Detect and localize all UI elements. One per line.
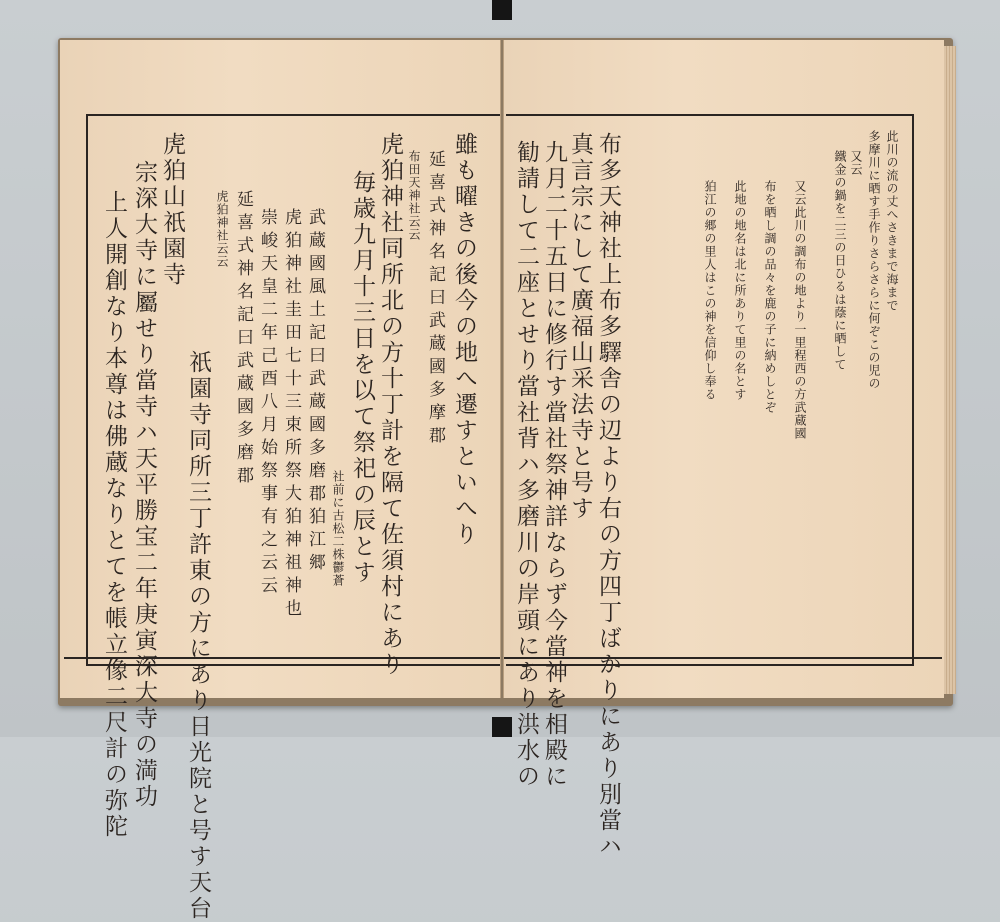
left-bottom-rule [64, 657, 500, 659]
page-edge [944, 46, 956, 694]
text-column: 布を晒し調の品々を鹿の子に納めしとぞ [763, 180, 777, 414]
text-column: 崇峻天皇二年己酉八月始祭事有之云云 [257, 208, 277, 599]
text-column: 虎狛神社云云 [215, 190, 229, 268]
binding-bottom [492, 717, 512, 737]
text-column: 社前に古松二株鬱蒼 [331, 470, 345, 587]
text-column: 虎狛山祇園寺 [159, 132, 185, 288]
right-page [503, 40, 944, 860]
text-column: 延喜式神名記曰武蔵國多摩郡 [425, 150, 445, 449]
text-column: 布田天神社云云 [407, 150, 421, 241]
text-column: 毎歳九月十三日を以て祭祀の辰とす [349, 170, 375, 586]
text-column: 九月二十五日に修行す當社祭神詳ならず今當神を相殿に [541, 140, 567, 790]
text-column: 此地の地名は北に所ありて里の名とす [733, 180, 747, 401]
text-column: 虎狛神社同所北の方十丁計を隔て佐須村にあり [377, 132, 403, 678]
text-column: 宗深大寺に屬せり當寺ハ天平勝宝二年庚寅深大寺の満功 [131, 160, 157, 810]
text-column: 雖も曜きの後今の地へ遷すといへり [451, 132, 477, 548]
binding-top [492, 0, 512, 20]
text-column: 此川の流の丈へさきまで海まで [885, 130, 899, 312]
text-column: 勧請して二座とせり當社背ハ多磨川の岸頭にあり洪水の [513, 140, 539, 790]
left-page [60, 40, 501, 922]
text-column: 祇園寺同所三丁許東の方にあり日光院と号す天台 [185, 350, 211, 922]
right-bottom-rule [504, 657, 942, 659]
text-column: 虎狛神社圭田七十三束所祭大狛神祖神也 [281, 208, 301, 622]
text-column: 真言宗にして廣福山采法寺と号す [567, 132, 593, 522]
text-column: 延喜式神名記曰武蔵國多磨郡 [233, 190, 253, 489]
text-column: 武蔵國風土記曰武蔵國多磨郡狛江郷 [305, 208, 325, 576]
text-column: 布多天神社上布多驛舎の辺より右の方四丁ばかりにあり別當ハ [595, 132, 621, 860]
text-column: 又云此川の調布の地より一里程西の方武蔵國 [793, 180, 807, 440]
text-column: 鐵金の鍋を二三の日ひるは蔭に晒して [833, 150, 847, 371]
text-column: 多摩川に晒す手作りさらさらに何ぞこの児の [867, 130, 881, 390]
text-column: 狛江の郷の里人はこの神を信仰し奉る [703, 180, 717, 401]
text-column: 上人開創なり本尊は佛蔵なりとてを帳立像二尺計の弥陀 [101, 190, 127, 840]
text-column: 又云 [849, 150, 863, 176]
